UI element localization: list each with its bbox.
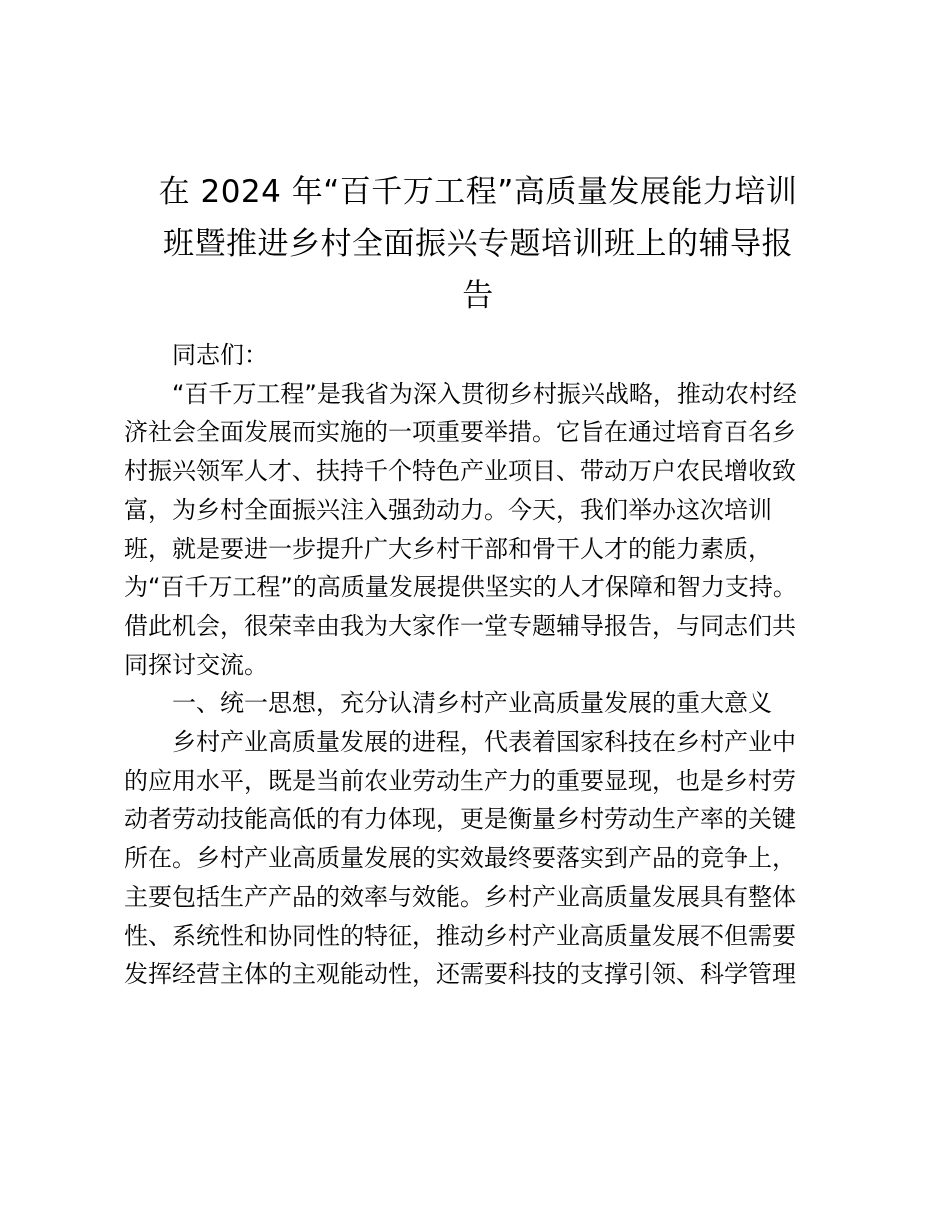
document-body bbox=[124, 336, 828, 994]
paragraph-line: 的应用水平，既是当前农业劳动生产力的重要显现，也是乡村劳 bbox=[124, 766, 796, 795]
title-line: 班暨推进乡村全面振兴专题培训班上的辅导报 bbox=[163, 226, 793, 262]
paragraph-line: 同探讨交流。 bbox=[124, 650, 268, 679]
paragraph-line: 富，为乡村全面振兴注入强劲动力。今天，我们举办这次培训 bbox=[124, 495, 772, 524]
paragraph-line: 性、系统性和协同性的特征，推动乡村产业高质量发展不但需要 bbox=[124, 921, 796, 950]
title-line: 在 2024 年“百千万工程”高质量发展能力培训 bbox=[158, 174, 798, 210]
paragraph-line: 班，就是要进一步提升广大乡村干部和骨干人才的能力素质， bbox=[124, 534, 772, 563]
paragraph-line: 动者劳动技能高低的有力体现，更是衡量乡村劳动生产率的关键 bbox=[124, 805, 796, 834]
salutation: 同志们： bbox=[172, 341, 268, 369]
paragraph-line: 济社会全面发展而实施的一项重要举措。它旨在通过培育百名乡 bbox=[124, 418, 796, 447]
paragraph-line: 主要包括生产产品的效率与效能。乡村产业高质量发展具有整体 bbox=[124, 882, 796, 911]
paragraph-line: 发挥经营主体的主观能动性，还需要科技的支撑引领、科学管理 bbox=[124, 960, 796, 989]
paragraph-line: 所在。乡村产业高质量发展的实效最终要落实到产品的竞争上， bbox=[124, 844, 796, 873]
paragraph-line: “百千万工程”是我省为深入贯彻乡村振兴战略，推动农村经 bbox=[172, 379, 797, 408]
paragraph-line: 乡村产业高质量发展的进程，代表着国家科技在乡村产业中 bbox=[172, 728, 796, 757]
title-line: 告 bbox=[462, 278, 494, 314]
paragraph-line: 借此机会，很荣幸由我为大家作一堂专题辅导报告，与同志们共 bbox=[124, 611, 796, 640]
paragraph-line: 为“百千万工程”的高质量发展提供坚实的人才保障和智力支持。 bbox=[124, 573, 797, 602]
paragraph-line: 村振兴领军人才、扶持千个特色产业项目、带动万户农民增收致 bbox=[124, 457, 796, 486]
document-title bbox=[122, 166, 834, 322]
section-heading: 一、统一思想，充分认清乡村产业高质量发展的重大意义 bbox=[172, 689, 772, 718]
